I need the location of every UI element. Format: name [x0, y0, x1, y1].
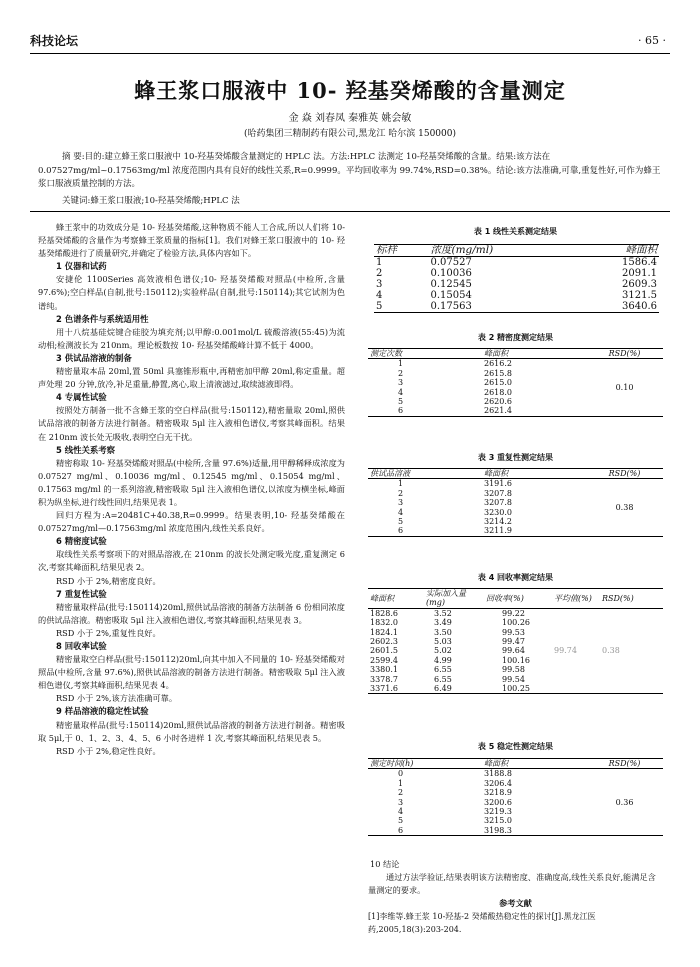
section-heading: 10 结论 — [370, 859, 400, 869]
table-cell: 1 — [398, 778, 404, 788]
table-cell: 99.53 — [502, 627, 525, 637]
table-cell: 100.25 — [502, 684, 530, 694]
abstract: 摘 要:目的:建立蜂王浆口服液中 10-羟基癸烯酸含量测定的 HPLC 法。方法:HPLC 法测定 10-羟基癸烯酸的含量。结果:该方法在 0.07527mg/ml~0.17563mg/ml 浓度范围内具有良好的线性关系,R=0.9999。平均回收率为 99.74%,RSD=0.38%。结论:该方法准确,可靠,重复性好,可作为蜂王浆口服液质量控制的方法。 — [38, 152, 661, 189]
table-cell: 5.02 — [434, 646, 452, 656]
table-row — [374, 301, 659, 313]
paragraph: RSD 小于 2%,该方法准确可靠。 — [56, 693, 178, 704]
paragraph: RSD 小于 2%,重复性良好。 — [56, 627, 161, 638]
table-3 — [368, 468, 663, 537]
section-heading: 6 精密度试验 — [56, 536, 107, 547]
table-cell: 2621.4 — [484, 406, 512, 416]
section-heading: 9 样品溶液的稳定性试验 — [56, 706, 149, 717]
table-header: RSD(%) — [586, 349, 663, 359]
table-cell: 1 — [398, 359, 404, 369]
table-header: 峰面积 — [482, 469, 586, 479]
references-heading: 参考文献 — [499, 898, 532, 909]
table-cell: 3.50 — [434, 627, 452, 637]
table-cell: 2 — [398, 368, 404, 378]
paragraph: RSD 小于 2%,精密度良好。 — [56, 575, 161, 586]
average-value: 99.74 — [554, 646, 577, 656]
abstract-rule — [30, 211, 670, 212]
table-header: 峰面积 — [482, 349, 586, 359]
table-cell: 3211.9 — [484, 526, 512, 536]
table-4 — [368, 588, 663, 694]
table-cell: 99.47 — [502, 637, 525, 647]
table-cell: 3121.5 — [622, 290, 657, 301]
table-cell: 3188.8 — [484, 769, 512, 779]
table-cell: 6 — [398, 825, 404, 835]
table-1 — [374, 244, 659, 313]
table-1-caption: 表 1 线性关系测定结果 — [473, 227, 558, 236]
table-5-caption: 表 5 稳定性测定结果 — [477, 742, 554, 751]
table-cell: 2 — [398, 488, 404, 498]
table-cell: 99.22 — [502, 608, 525, 618]
table-header: 测定次数 — [368, 349, 482, 359]
table-row — [368, 359, 663, 369]
section-heading: 8 回收率试验 — [56, 641, 107, 651]
table-header: 峰面积 — [574, 245, 659, 257]
table-cell: 3 — [376, 279, 383, 290]
table-cell: 99.64 — [502, 646, 525, 656]
left-column — [38, 221, 345, 758]
reference-item: [1]李维等.蜂王浆 10-羟基-2 癸烯酸热稳定性的探讨[J].黑龙江医药,2005,18(3):203-204. — [368, 912, 596, 935]
keywords: 关键词:蜂王浆口服液;10-羟基癸烯酸;HPLC 法 — [62, 196, 240, 206]
table-cell: 3640.6 — [622, 301, 657, 312]
table-header: 回收率(%) — [484, 589, 552, 609]
table-cell: 5.03 — [434, 637, 452, 647]
table-cell: 2616.2 — [484, 359, 512, 369]
table-cell: 1 — [376, 257, 383, 268]
table-cell: 3 — [398, 498, 404, 508]
table-header: 实际加入量(mg) — [424, 589, 484, 609]
authors: 金 焱 刘春凤 秦雅英 姚会敏 — [288, 113, 412, 124]
table-cell: 0 — [398, 769, 404, 779]
table-header: 测定时间(h) — [368, 759, 482, 769]
article-title: 蜂王浆口服液中 10- 羟基癸烯酸的含量测定 — [134, 78, 566, 103]
table-header: RSD(%) — [586, 759, 663, 769]
table-header: RSD(%) — [600, 589, 663, 609]
table-cell: 5 — [398, 517, 404, 527]
table-cell: 0.12545 — [430, 279, 472, 290]
table-cell: 5 — [398, 816, 404, 826]
table-cell: 3219.3 — [484, 807, 512, 817]
table-cell: 0.17563 — [430, 301, 472, 312]
table-row — [374, 268, 659, 279]
paragraph: 安捷伦 1100Series 高效液相色谱仪;10- 羟基癸烯酸对照品(中检所,含量 97.6%);空白样品(自制,批号:150112);实验样品(自制,批号:150114);其它试剂为色谱纯。 — [38, 274, 345, 311]
table-cell: 3191.6 — [484, 479, 512, 489]
table-cell: 3206.4 — [484, 778, 512, 788]
intro-paragraph: 蜂王浆中的功效成分是 10- 羟基癸烯酸,这种物质不能人工合成,所以人们将 10- 羟基癸烯酸的含量作为考察蜂王浆质量的指标[1]。我们对蜂王浆口服液中的 10- 羟基癸烯酸进行了质量研究,并确定了检验方法,具体内容如下。 — [38, 222, 345, 259]
header-rule — [30, 53, 670, 54]
paragraph: 精密量取样品(批号:150114)20ml,照供试品溶液的制备方法制备 6 份相同浓度的供试品溶液。精密吸取 5μl 注入液相色谱仪,考察其峰面积,结果见表 3。 — [38, 601, 345, 625]
table-header: 峰面积 — [368, 589, 424, 609]
table-row — [374, 279, 659, 290]
table-row — [368, 769, 663, 779]
section-label: 科技论坛 — [30, 34, 79, 48]
table-cell: 3 — [398, 378, 404, 388]
table-cell: 2601.5 — [370, 646, 398, 656]
table-cell: 2618.0 — [484, 387, 512, 397]
table-cell: 100.16 — [502, 655, 530, 665]
table-header: 平均值(%) — [552, 589, 600, 609]
table-cell: 3207.8 — [484, 498, 512, 508]
table-cell: 99.58 — [502, 665, 525, 675]
table-cell: 5 — [398, 397, 404, 407]
table-cell: 2602.3 — [370, 637, 398, 647]
table-header: 峰面积 — [482, 759, 586, 769]
paragraph: 精密量取空白样品(批号:150112)20ml,向其中加入不同量的 10- 羟基癸烯酸对照品(中检所,含量 97.6%),照供试品溶液的制备方法进行制备。精密吸取 5μl 注入液相色谱仪,考察其峰面积,结果见表 4。 — [38, 654, 345, 691]
section-heading: 7 重复性试验 — [56, 588, 107, 599]
paragraph: 用十八烷基硅烷键合硅胶为填充剂;以甲醇:0.001mol/L 硫酸溶液(55:45)为流动相;检测波长为 210nm。理论板数按 10- 羟基癸烯酸峰计算不低于 4000。 — [38, 326, 345, 350]
table-cell: 2 — [398, 788, 404, 798]
table-2 — [368, 348, 663, 417]
table-2-caption: 表 2 精密度测定结果 — [477, 333, 554, 342]
table-cell: 3207.8 — [484, 488, 512, 498]
table-cell: 4 — [376, 290, 383, 301]
table-cell: 2615.8 — [484, 368, 512, 378]
table-cell: 2599.4 — [370, 655, 398, 665]
table-row — [374, 257, 659, 269]
paragraph: RSD 小于 2%,稳定性良好。 — [56, 745, 161, 756]
table-cell: 3.52 — [434, 608, 452, 618]
table-header: 供试品溶液 — [368, 469, 482, 479]
table-row — [368, 479, 663, 489]
table-cell: 0.07527 — [430, 257, 472, 268]
table-cell: 1824.1 — [370, 627, 398, 637]
table-cell: 3214.2 — [484, 517, 512, 527]
conclusion-block — [368, 858, 663, 936]
section-heading: 1 仪器和试药 — [56, 261, 107, 272]
paragraph: 精密称取 10- 羟基癸烯酸对照品(中检所,含量 97.6%)适量,用甲醇稀释成浓度为 0.07527 mg/ml、0.10036 mg/ml、0.12545 mg/ml、0.15054 mg/ml、0.17563 mg/ml 的一系列溶液,精密吸取 5μl 注入液相色谱仪,以浓度为横坐标,峰面积为纵坐标,进行线性回归,结果见表 1。 — [38, 457, 345, 507]
table-cell: 3230.0 — [484, 507, 512, 517]
rsd-value: 0.38 — [615, 502, 634, 512]
table-cell: 2615.0 — [484, 378, 512, 388]
table-cell: 4.99 — [434, 655, 452, 665]
table-cell: 99.54 — [502, 674, 525, 684]
table-cell: 2 — [376, 268, 383, 279]
table-cell: 1586.4 — [622, 257, 657, 268]
paragraph: 精密量取本品 20ml,置 50ml 具塞锥形瓶中,再精密加甲醇 20ml,称定重量。超声处理 20 分钟,放冷,补足重量,静置,离心,取上清液滤过,取续滤液即得。 — [38, 366, 345, 390]
table-cell: 3371.6 — [370, 684, 398, 694]
table-cell: 1828.6 — [370, 608, 398, 618]
table-cell: 3.49 — [434, 618, 452, 628]
table-cell: 3215.0 — [484, 816, 512, 826]
paragraph: 精密量取样品(批号:150114)20ml,照供试品溶液的制备方法进行制备。精密吸取 5μl,于 0、1、2、3、4、5、6 小时各进样 1 次,考察其峰面积,结果见表 5。 — [38, 719, 345, 743]
rsd-value: 0.36 — [615, 797, 634, 807]
table-cell: 2091.1 — [622, 268, 657, 279]
table-cell: 6.55 — [434, 665, 452, 675]
section-heading: 3 供试品溶液的制备 — [56, 352, 132, 363]
section-heading: 4 专属性试验 — [56, 392, 107, 403]
table-cell: 6 — [398, 526, 404, 536]
table-header: 标样 — [374, 245, 428, 257]
rsd-value: 0.10 — [615, 382, 634, 392]
paragraph: 按照处方制备一批不含蜂王浆的空白样品(批号:150112),精密量取 20ml,照供试品溶液的制备方法进行制备。精密吸取 5μl 注入液相色谱仪,考察其峰面积。结果在 210nm 波长处无吸收,表明空白无干扰。 — [38, 405, 345, 442]
table-cell: 0.10036 — [430, 268, 472, 279]
section-heading: 2 色谱条件与系统适用性 — [56, 313, 149, 324]
paragraph: 取线性关系考察项下的对照品溶液,在 210nm 的波长处测定吸光度,重复测定 6 次,考察其峰面积,结果见表 2。 — [38, 549, 345, 573]
table-cell: 2609.3 — [622, 279, 657, 290]
table-cell: 3 — [398, 797, 404, 807]
paragraph: 通过方法学验证,结果表明该方法精密度、准确度高,线性关系良好,能满足含量测定的要求。 — [368, 872, 656, 896]
table-cell: 3218.9 — [484, 788, 512, 798]
table-cell: 4 — [398, 807, 404, 817]
table-header: 浓度(mg/ml) — [428, 245, 573, 257]
paragraph: 回归方程为:A=20481C+40.38,R=0.9999。结果表明,10- 羟基癸烯酸在 0.07527mg/ml—0.17563mg/ml 浓度范围内,线性关系良好。 — [38, 510, 345, 534]
affiliation: (哈药集团三精制药有限公司,黑龙江 哈尔滨 150000) — [244, 129, 456, 139]
table-cell: 1 — [398, 479, 404, 489]
table-3-caption: 表 3 重复性测定结果 — [477, 453, 554, 462]
table-cell: 6 — [398, 406, 404, 416]
table-cell: 1832.0 — [370, 618, 398, 628]
table-cell: 3198.3 — [484, 825, 512, 835]
table-cell: 4 — [398, 507, 404, 517]
table-cell: 6.49 — [434, 684, 452, 694]
table-cell: 5 — [376, 301, 383, 312]
rsd-value: 0.38 — [602, 646, 620, 656]
table-cell: 100.26 — [502, 618, 530, 628]
table-cell: 0.15054 — [430, 290, 472, 301]
table-cell: 6.55 — [434, 674, 452, 684]
table-5 — [368, 758, 663, 836]
section-heading: 5 线性关系考察 — [56, 444, 115, 455]
page-number: · 65 · — [638, 34, 666, 47]
table-header: RSD(%) — [586, 469, 663, 479]
table-row — [368, 608, 663, 618]
table-cell: 4 — [398, 387, 404, 397]
table-row — [374, 290, 659, 301]
table-cell: 3200.6 — [484, 797, 512, 807]
table-cell: 2620.6 — [484, 397, 512, 407]
table-cell: 3380.1 — [370, 665, 398, 675]
table-4-caption: 表 4 回收率测定结果 — [477, 573, 554, 582]
table-cell: 3378.7 — [370, 674, 398, 684]
